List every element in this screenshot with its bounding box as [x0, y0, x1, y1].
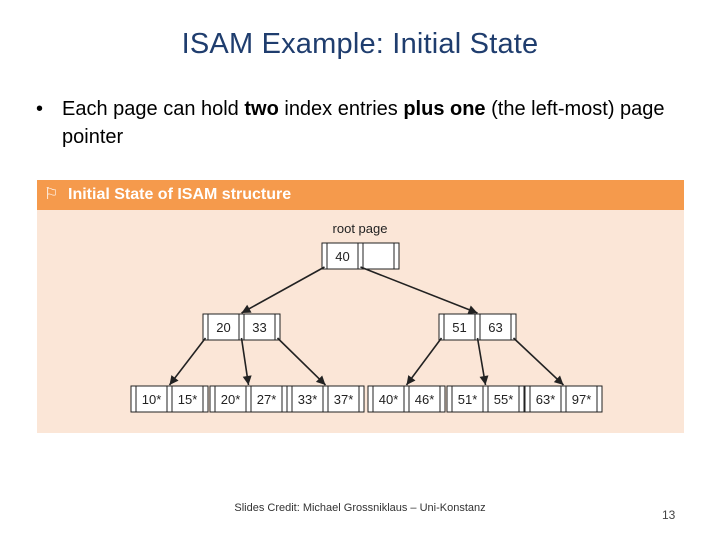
page-key: 51* [457, 392, 478, 407]
page-key: 40* [378, 392, 399, 407]
page-key: 15* [177, 392, 198, 407]
page-key: 46* [414, 392, 435, 407]
bullet-text-part: two [244, 98, 279, 120]
page-key: 33* [297, 392, 318, 407]
slide-title: ISAM Example: Initial State [181, 28, 539, 60]
bullet-text-part: index entries [278, 98, 404, 120]
flag-icon: ⚐ [44, 186, 59, 203]
bullet-marker: • [36, 98, 44, 120]
arrow-head [170, 375, 179, 385]
slide-credit: Slides Credit: Michael Grossniklaus – Uni-Konstanz [234, 502, 486, 514]
arrow-head [480, 375, 489, 385]
pointer-arrow [361, 267, 478, 313]
slide-number: 13 [662, 508, 676, 522]
page-key: 63 [488, 320, 503, 335]
bullet-text-part: plus one [403, 98, 486, 120]
pointer-arrow [278, 338, 326, 385]
panel-header-label: Initial State of ISAM structure [68, 186, 292, 203]
page-key: 20 [216, 320, 231, 335]
page-key: 20* [220, 392, 241, 407]
pointer-arrow [514, 338, 564, 385]
index-page [439, 314, 516, 340]
page-key: 33 [252, 320, 267, 335]
bullet-text-part: Each page can hold [62, 98, 245, 120]
root-page-label: root page [332, 221, 388, 236]
page-key: 55* [493, 392, 514, 407]
page-key: 40 [335, 249, 350, 264]
arrow-head [407, 375, 416, 385]
pointer-arrow [242, 267, 325, 313]
page-key: 27* [256, 392, 277, 407]
page-key: 10* [141, 392, 162, 407]
page-key: 37* [333, 392, 354, 407]
bullet-text-part: (the left-most) page pointer [62, 98, 665, 148]
root-page [322, 243, 399, 269]
page-key: 97* [571, 392, 592, 407]
arrow-head [243, 375, 252, 385]
index-page [203, 314, 280, 340]
page-key: 63* [535, 392, 556, 407]
page-key: 51 [452, 320, 467, 335]
